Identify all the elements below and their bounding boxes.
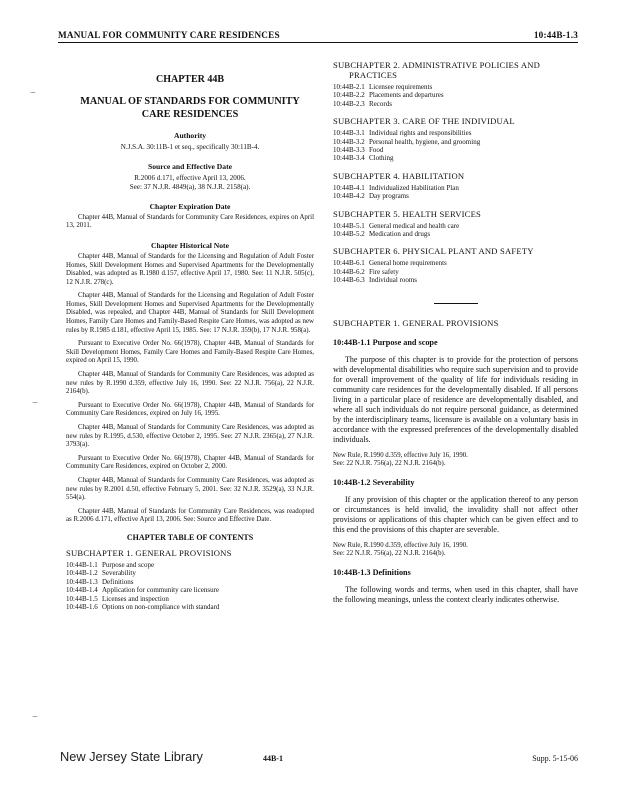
toc-entry-number: 10:44B-2.3 [333,99,365,108]
toc-entry [333,100,578,108]
library-name: New Jersey State Library [60,749,203,764]
toc-entry [333,276,578,284]
supplement-date: Supp. 5-15-06 [532,754,578,763]
section-history-line: See: 22 N.J.R. 756(a), 22 N.J.R. 2164(b). [333,459,446,467]
toc-entry [333,230,578,238]
toc-entry-number: 10:44B-1.3 [66,577,98,586]
library-stamp [60,748,283,766]
history-paragraph: Chapter 44B, Manual of Standards for Community Care Residences, was adopted as new rules by R.1990 d.359, effective July 16, 1990. See: 22 N.J.R. 756(a), 22 N.J.R. 2164(b). [66,371,314,396]
toc-entry-text: General home requirements [369,259,447,268]
margin-mark: ⌣ [30,88,36,98]
history-paragraph: Chapter 44B, Manual of Standards for Community Care Residences, was readopted as R.2006 d.171, effective April 13, 2006. See: Source and Effective Date. [66,507,314,524]
page-number: 44B-1 [262,754,283,763]
section-history [333,452,578,469]
history-paragraph: Pursuant to Executive Order No. 66(1978), Chapter 44B, Manual of Standards for Skill Development Homes, Family Care Homes and Family-Based Respite Care Homes, expired on April 15, 1990. [66,340,314,365]
authority-text: N.J.S.A. 30:11B-1 et seq., specifically 30:11B-4. [120,143,260,151]
toc-entry-number: 10:44B-1.5 [66,594,98,603]
section-divider [434,303,478,304]
toc-entry-text: Clothing [369,154,394,163]
toc-subchapter-title: SUBCHAPTER 6. PHYSICAL PLANT AND SAFETY [333,246,534,257]
toc-subchapter-title: SUBCHAPTER 1. GENERAL PROVISIONS [66,547,232,558]
toc-entry-number: 10:44B-4.1 [333,183,365,192]
running-header [58,30,578,40]
section-history-line: See: 22 N.J.R. 756(a), 22 N.J.R. 2164(b). [333,549,446,557]
history-paragraph: Chapter 44B, Manual of Standards for Community Care Residences, was adopted as new rules by R.1995, d.530, effective October 2, 1995. See: 27 N.J.R. 2365(a), 27 N.J.R. 3793(a). [66,424,314,449]
toc-entry [333,129,578,137]
toc-entry [333,268,578,276]
chapter-title: MANUAL OF STANDARDS FOR COMMUNITY CARE RESIDENCES [80,96,300,120]
right-column [333,56,578,611]
toc-entry [333,146,578,154]
toc-entry-text: Options on non-compliance with standard [102,602,220,611]
toc-entry-text: Personal health, hygiene, and grooming [369,137,481,146]
toc-subchapter-title: SUBCHAPTER 3. CARE OF THE INDIVIDUAL [333,116,515,127]
toc-entry-text: General medical and health care [369,221,460,230]
toc-entry [333,154,578,162]
toc-entry-number: 10:44B-2.2 [333,91,365,100]
section-text: The purpose of this chapter is to provide for the protection of persons with developmental disabilities who require such supervision and to provide for overall improvement of the quality of life for individuals residing in community care residences for the developmentally disabled. If all persons living in a particular place of residence are developmentally disabled, and where all such individuals do not require personal guidance, as determined by the interdisciplinary teams, licensure is available on a voluntary basis in accordance with the expressed preferences of the developmentally disabled individuals. [333,354,578,445]
toc-entry [333,222,578,230]
toc-entry-text: Purpose and scope [102,560,155,569]
toc-entry-text: Food [369,146,384,155]
toc-entry [66,603,314,611]
toc-entry [66,569,314,577]
toc-subchapter-title-line: SUBCHAPTER 2. ADMINISTRATIVE POLICIES AND [333,60,541,70]
toc-entry-text: Medication and drugs [369,230,431,239]
toc-entry-text: Licenses and inspection [102,594,169,603]
source-line: See: 37 N.J.R. 4849(a), 38 N.J.R. 2158(a). [129,182,251,191]
header-rule [58,42,578,43]
toc-subchapter-title-line: PRACTICES [349,70,398,80]
authority-heading: Authority [173,131,207,140]
toc-entry [66,578,314,586]
margin-mark: ⌣ [32,712,38,722]
section-history [333,542,578,559]
toc-entry [333,259,578,267]
toc-entry-number: 10:44B-5.1 [333,221,365,230]
toc-entry-number: 10:44B-3.4 [333,154,365,163]
toc-entry [333,83,578,91]
chapter-number: CHAPTER 44B [155,74,225,85]
header-section: 10:44B-1.3 [533,30,578,40]
toc-entry-text: Placements and departures [369,91,444,100]
toc-entry-number: 10:44B-4.2 [333,192,365,201]
toc-entry [66,586,314,594]
history-paragraph: Chapter 44B, Manual of Standards for Community Care Residences, was adopted as new rules by R.2001 d.50, effective February 5, 2001. See: 32 N.J.R. 3529(a), 33 N.J.R. 554(a). [66,476,314,502]
history-paragraph: Chapter 44B, Manual of Standards for the Licensing and Regulation of Adult Foster Homes, Skill Development Homes and Supervised Apartments for the Developmentally Disabled, was adopted as R.1980 d.157, effective April 17, 1980. See: 11 N.J.R. 505(c), 12 N.J.R. 278(c). [66,252,314,286]
toc-entry-number: 10:44B-2.1 [333,83,365,91]
section-history-line: New Rule, R.1990 d.359, effective July 16, 1990. [333,541,468,549]
history-paragraph: Pursuant to Executive Order No. 66(1978), Chapter 44B, Manual of Standards for Community Care Residences, expired on July 16, 1995. [66,401,314,418]
toc-entry [66,561,314,569]
section-text: If any provision of this chapter or the application thereof to any person or circumstances is held invalid, the invalidity shall not affect other provisions or applications of this chapter which can be given effect and to this end the provisions of this chapter are severable. [333,495,578,535]
toc-entry-text: Individual rooms [369,276,418,285]
history-paragraph: Chapter 44B, Manual of Standards for the Licensing and Regulation of Adult Foster Homes, Skill Development Homes and Supervised Apartments for the Developmentally Disabled, was repealed, and Chapter 44B, Manual of Standards for Skill Development Homes, Family Care Homes and Family-Based Respite Care Homes, was adopted as new rules by R.1985 d.181, effective April 15, 1985. See: 17 N.J.R. 359(b), 17 N.J.R. 958(a). [66,292,314,334]
toc-entry-text: Individualized Habilitation Plan [369,183,459,192]
toc-subchapter-title: SUBCHAPTER 4. HABILITATION [333,170,465,181]
page-footer [60,748,578,766]
toc-entry-number: 10:44B-1.4 [66,586,98,595]
toc-entry-number: 10:44B-5.2 [333,230,365,239]
toc-entry-text: Severability [102,569,136,578]
toc-entry-text: Individual rights and responsibilities [369,129,472,138]
toc-entry-text: Licensee requirements [369,83,433,91]
toc-entry [333,192,578,200]
toc-entry-number: 10:44B-6.1 [333,259,365,268]
toc-entry-text: Application for community care licensure [102,586,220,595]
toc-entry-number: 10:44B-3.1 [333,129,365,138]
toc-entry-text: Definitions [102,577,134,586]
section-heading: 10:44B-1.1 Purpose and scope [333,337,438,347]
toc-entry-number: 10:44B-1.2 [66,569,98,578]
toc-entry-number: 10:44B-3.3 [333,146,365,155]
source-heading: Source and Effective Date [147,161,232,171]
toc-subchapter-title [333,60,578,80]
section-text: The following words and terms, when used in this chapter, shall have the following meanings, unless the context clearly indicates otherwise. [333,585,578,605]
toc-entry-number: 10:44B-1.6 [66,602,98,611]
toc-entry-number: 10:44B-6.2 [333,267,365,276]
toc-entry-text: Records [369,99,392,108]
toc-entry-text: Day programs [369,192,409,201]
source-line: R.2006 d.171, effective April 13, 2006. [134,173,246,182]
toc-heading: CHAPTER TABLE OF CONTENTS [126,532,254,542]
history-paragraph: Pursuant to Executive Order No. 66(1978), Chapter 44B, Manual of Standards for Community Care Residences, expired on October 2, 2000. [66,454,314,471]
toc-entry [333,91,578,99]
toc-entry [333,184,578,192]
toc-entry-number: 10:44B-1.1 [66,560,98,569]
toc-entry-text: Fire safety [369,267,399,276]
expiration-text: Chapter 44B, Manual of Standards for Community Care Residences, expires on April 13, 2011. [66,213,314,230]
history-heading: Chapter Historical Note [151,240,229,250]
header-title: MANUAL FOR COMMUNITY CARE RESIDENCES [58,30,280,40]
section-heading: 10:44B-1.2 Severability [333,478,415,488]
margin-mark: ⌣ [32,398,38,408]
toc-entry [333,138,578,146]
section-heading: 10:44B-1.3 Definitions [333,568,411,578]
expiration-heading: Chapter Expiration Date [149,201,231,211]
toc-subchapter-title: SUBCHAPTER 5. HEALTH SERVICES [333,208,482,219]
subchapter-heading: SUBCHAPTER 1. GENERAL PROVISIONS [333,317,499,328]
toc-entry-number: 10:44B-6.3 [333,276,365,285]
toc-entry-number: 10:44B-3.2 [333,137,365,146]
section-history-line: New Rule, R.1990 d.359, effective July 16, 1990. [333,451,468,459]
toc-entry [66,595,314,603]
left-column [66,68,314,611]
